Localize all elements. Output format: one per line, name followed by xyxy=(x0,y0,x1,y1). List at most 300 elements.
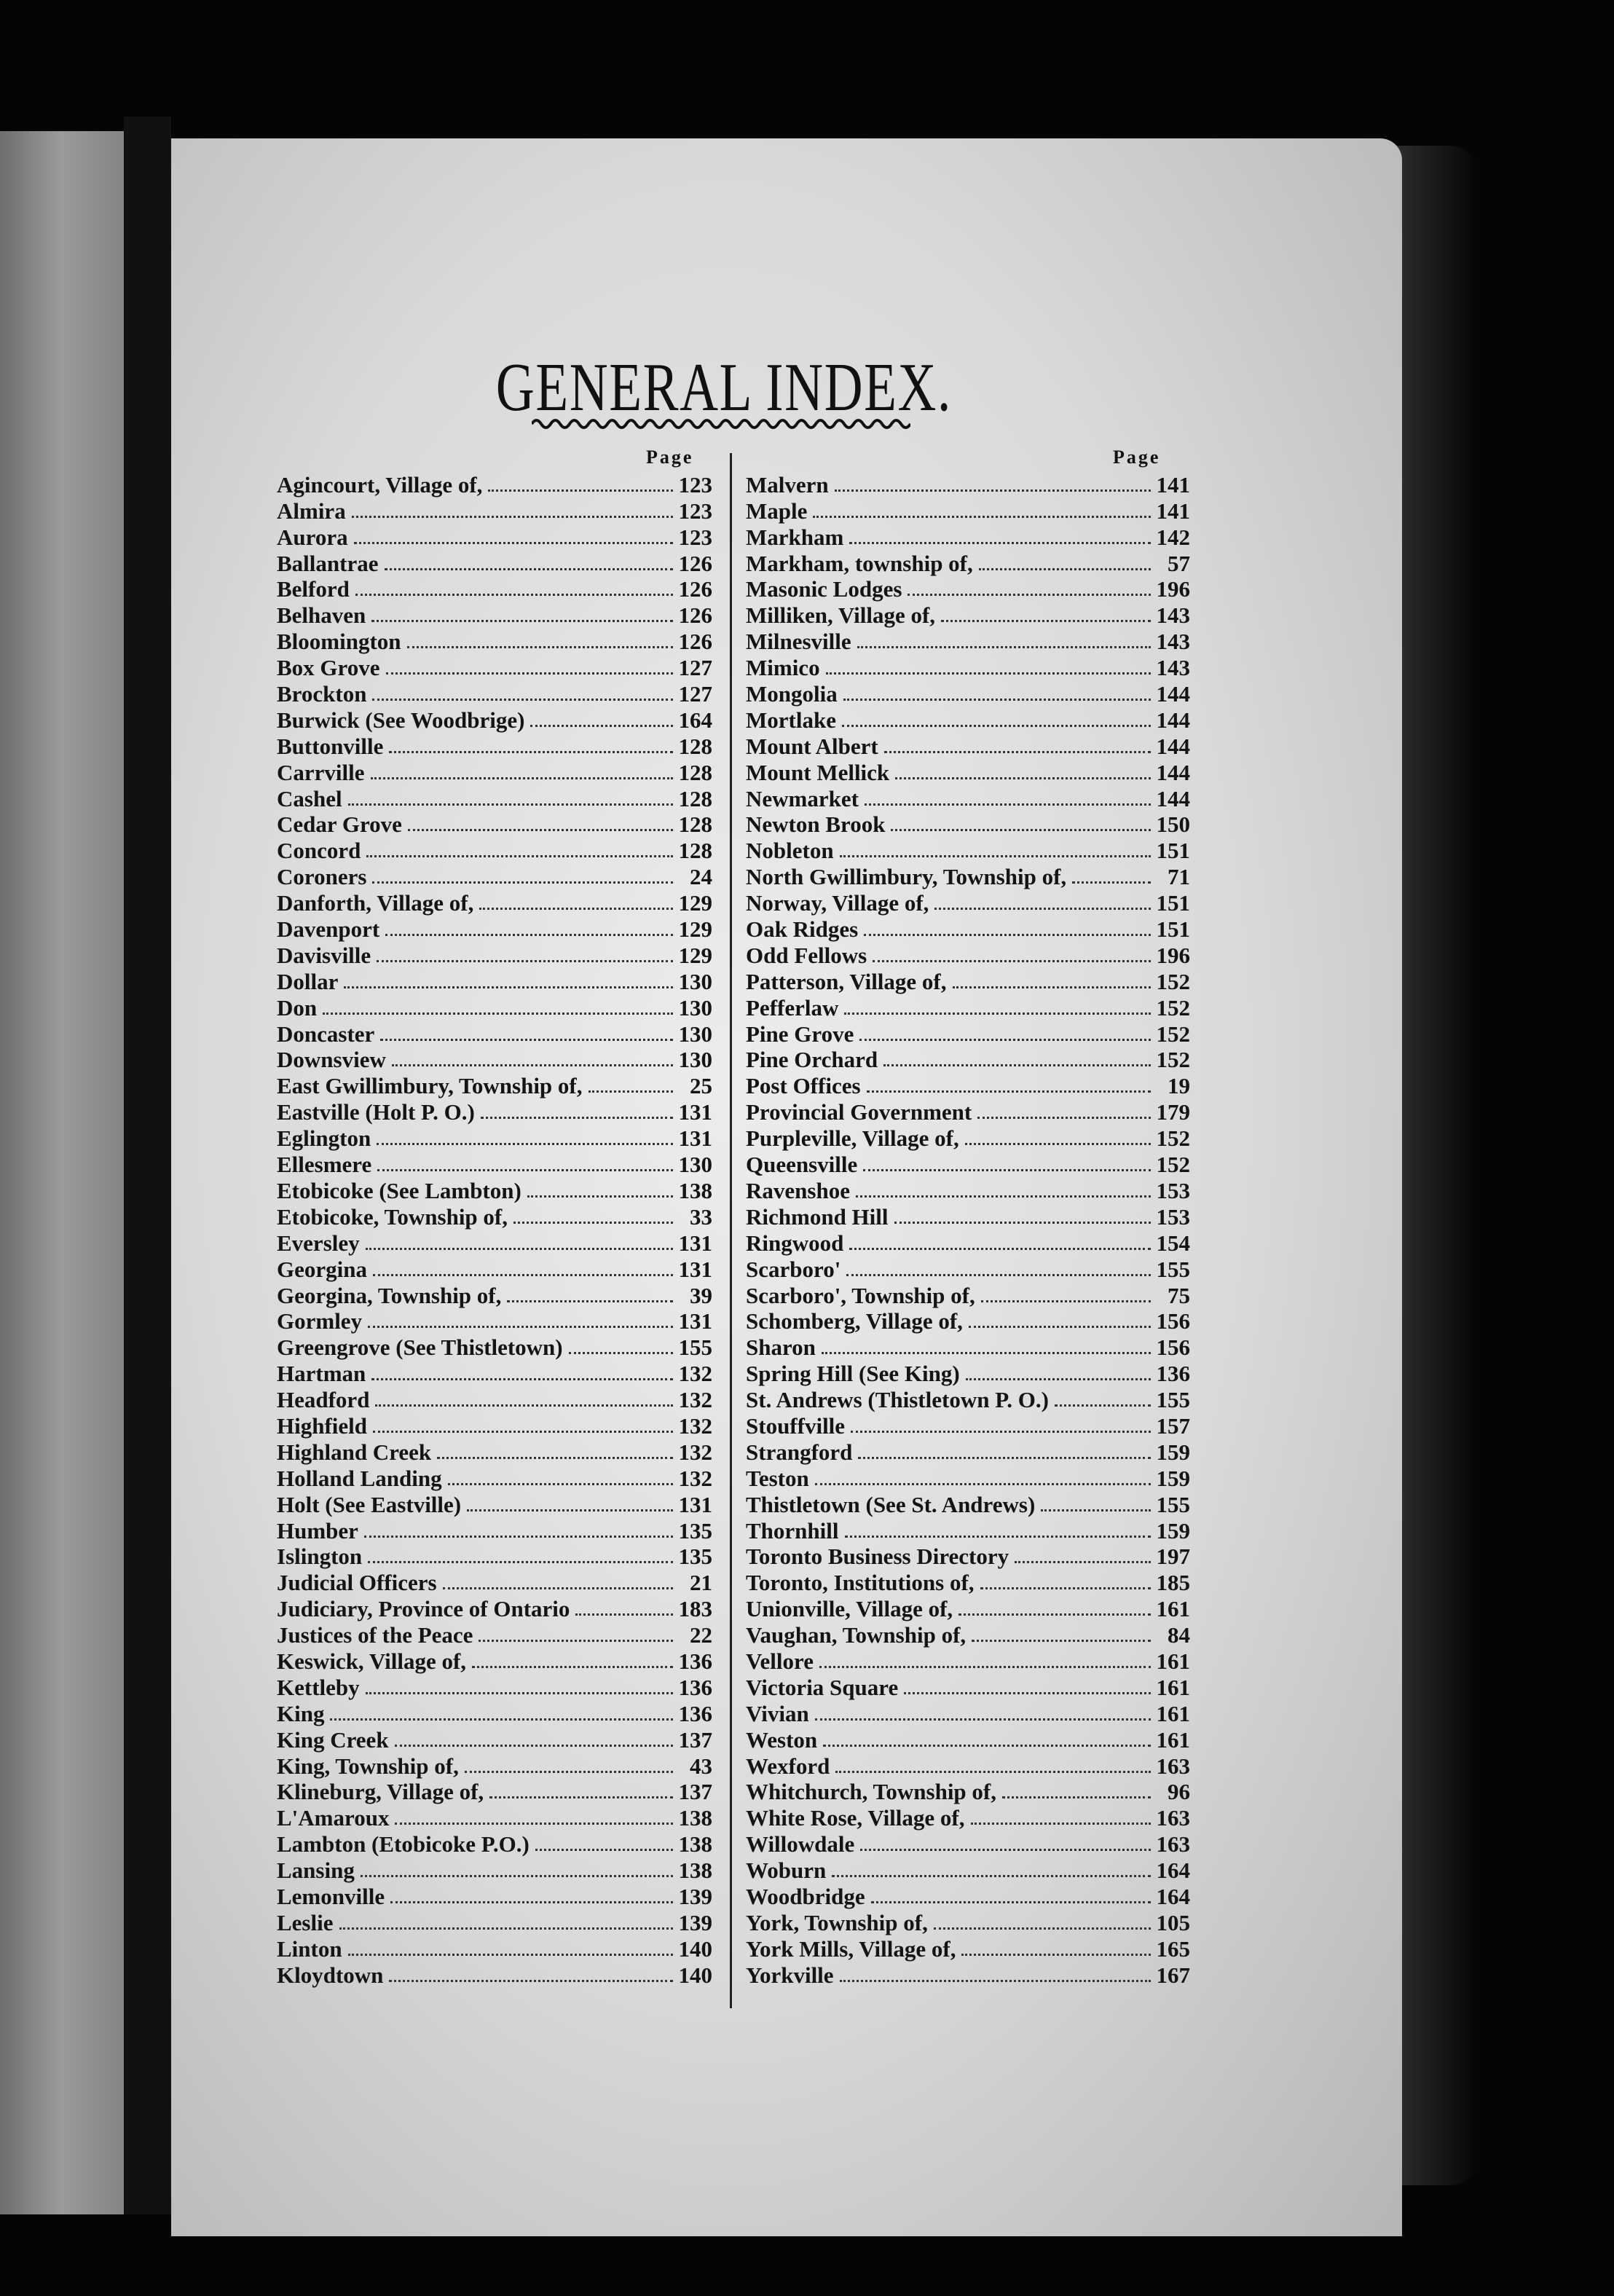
dot-leader xyxy=(472,1666,672,1668)
index-entry-name: Holt (See Eastville) xyxy=(277,1491,462,1517)
index-entry-name: Lemonville xyxy=(277,1883,385,1909)
index-entry xyxy=(277,629,712,655)
index-entry-name: Oak Ridges xyxy=(746,916,859,943)
dot-leader xyxy=(389,751,672,753)
index-entry-name: Spring Hill (See King) xyxy=(746,1361,960,1387)
index-entry-page: 75 xyxy=(1168,1282,1190,1308)
dot-leader xyxy=(588,1090,674,1093)
index-entry-page: 152 xyxy=(1156,968,1190,994)
index-entry-page: 131 xyxy=(678,1125,712,1152)
index-entry xyxy=(277,1675,712,1701)
dot-leader xyxy=(371,620,672,622)
index-entry-name: Linton xyxy=(277,1935,342,1962)
index-entry-page: 131 xyxy=(678,1491,712,1517)
index-entry-page: 139 xyxy=(678,1909,712,1935)
index-entry-name: Newton Brook xyxy=(746,811,886,838)
index-entry xyxy=(277,864,712,890)
index-entry-page: 123 xyxy=(678,471,712,498)
dot-leader xyxy=(390,1901,672,1903)
index-entry-name: Judicial Officers xyxy=(277,1570,437,1596)
index-entry-name: Thistletown (See St. Andrews) xyxy=(746,1491,1036,1517)
index-entry xyxy=(277,1570,712,1596)
index-entry-name: Bloomington xyxy=(277,629,401,655)
dot-leader xyxy=(395,1745,673,1747)
index-entry-name: Pefferlaw xyxy=(746,994,839,1021)
index-entry xyxy=(746,1361,1190,1387)
index-entry xyxy=(746,1257,1190,1283)
index-entry-page: 126 xyxy=(678,550,712,576)
index-entry-name: Burwick (See Woodbrige) xyxy=(277,707,525,733)
index-entry xyxy=(277,1727,712,1753)
index-entry-page: 163 xyxy=(1156,1805,1190,1831)
dot-leader xyxy=(840,1980,1151,1982)
dot-leader xyxy=(489,1796,672,1798)
index-entry-name: Queensville xyxy=(746,1152,858,1178)
dot-leader xyxy=(891,829,1150,831)
dot-leader xyxy=(437,1457,672,1459)
index-entry xyxy=(277,1230,712,1257)
dot-leader xyxy=(961,1954,1150,1956)
dot-leader xyxy=(969,1326,1151,1328)
index-entry-name: Don xyxy=(277,994,318,1021)
dot-leader xyxy=(380,1039,672,1041)
index-entry-name: Toronto Business Directory xyxy=(746,1544,1009,1570)
index-entry-name: Box Grove xyxy=(277,655,380,681)
index-entry-page: 140 xyxy=(678,1962,712,1988)
dot-leader xyxy=(364,1536,673,1538)
dot-leader xyxy=(371,1378,672,1380)
index-entry-name: Mimico xyxy=(746,655,820,681)
index-entry xyxy=(746,734,1190,760)
dot-leader xyxy=(883,1064,1150,1066)
index-entry xyxy=(746,1780,1190,1806)
index-entry-page: 24 xyxy=(690,864,712,890)
index-entry-name: Norway, Village of, xyxy=(746,890,929,916)
left-index-column xyxy=(277,472,712,1989)
index-entry-name: Lansing xyxy=(277,1857,355,1884)
index-entry-name: Georgina xyxy=(277,1256,367,1282)
index-entry xyxy=(277,1857,712,1884)
dot-leader xyxy=(977,1117,1150,1119)
index-entry xyxy=(746,1962,1190,1989)
dot-leader xyxy=(844,1013,1150,1015)
dot-leader xyxy=(858,1457,1150,1459)
index-entry-name: Schomberg, Village of, xyxy=(746,1308,963,1334)
index-entry-name: Davisville xyxy=(277,942,371,968)
index-entry-page: 19 xyxy=(1168,1073,1190,1099)
index-entry xyxy=(277,1073,712,1099)
dot-leader xyxy=(443,1587,673,1589)
index-entry-page: 155 xyxy=(678,1334,712,1361)
index-entry xyxy=(746,551,1190,577)
index-entry-name: Post Offices xyxy=(746,1073,861,1099)
index-entry xyxy=(277,1596,712,1622)
index-entry-name: King, Township of, xyxy=(277,1753,459,1779)
index-entry-name: Kloydtown xyxy=(277,1962,384,1988)
index-entry-page: 152 xyxy=(1156,994,1190,1021)
index-entry-name: Ravenshoe xyxy=(746,1177,850,1203)
dot-leader xyxy=(823,1745,1150,1747)
index-entry-page: 139 xyxy=(678,1883,712,1909)
dot-leader xyxy=(408,829,673,831)
index-entry-page: 159 xyxy=(1156,1465,1190,1491)
dot-leader xyxy=(479,1640,673,1642)
index-entry xyxy=(277,1334,712,1361)
index-entry-name: Islington xyxy=(277,1544,363,1570)
index-entry-name: Willowdale xyxy=(746,1831,855,1857)
index-entry-page: 167 xyxy=(1156,1962,1190,1988)
index-entry-name: Unionville, Village of, xyxy=(746,1596,953,1622)
index-entry-name: King xyxy=(277,1700,325,1726)
index-entry-page: 130 xyxy=(678,1152,712,1178)
index-entry xyxy=(746,864,1190,890)
dot-leader xyxy=(849,542,1150,544)
index-entry-page: 165 xyxy=(1156,1935,1190,1962)
dot-leader xyxy=(813,516,1150,518)
page-title: GENERAL INDEX. xyxy=(495,350,952,425)
index-entry-page: 128 xyxy=(678,811,712,838)
index-entry-name: Davenport xyxy=(277,916,380,943)
index-entry-page: 140 xyxy=(678,1935,712,1962)
index-entry xyxy=(746,1857,1190,1884)
index-entry-page: 105 xyxy=(1156,1909,1190,1935)
index-entry-page: 128 xyxy=(678,785,712,811)
index-entry-name: Scarboro', Township of, xyxy=(746,1282,975,1308)
index-entry xyxy=(746,1439,1190,1466)
index-entry-page: 130 xyxy=(678,1021,712,1047)
dot-leader xyxy=(822,1352,1151,1354)
index-entry xyxy=(277,1413,712,1439)
index-entry-name: Thornhill xyxy=(746,1517,839,1544)
index-entry-name: Markham xyxy=(746,524,844,550)
index-entry xyxy=(746,498,1190,524)
index-entry-name: Provincial Government xyxy=(746,1099,972,1125)
dot-leader xyxy=(448,1483,673,1485)
index-entry xyxy=(277,602,712,629)
index-entry-name: Belford xyxy=(277,576,350,602)
dot-leader xyxy=(965,1143,1151,1145)
index-entry-page: 132 xyxy=(678,1465,712,1491)
index-entry-page: 151 xyxy=(1156,916,1190,943)
dot-leader xyxy=(867,1090,1151,1093)
index-entry-name: Humber xyxy=(277,1517,358,1544)
index-entry-page: 152 xyxy=(1156,1047,1190,1073)
index-entry-name: St. Andrews (Thistletown P. O.) xyxy=(746,1387,1049,1413)
index-entry xyxy=(746,1387,1190,1413)
index-entry-name: Concord xyxy=(277,838,361,864)
dot-leader xyxy=(372,699,672,701)
index-entry-name: Carrville xyxy=(277,759,365,785)
index-entry-page: 159 xyxy=(1156,1517,1190,1544)
index-entry-name: Doncaster xyxy=(277,1021,375,1047)
index-entry-page: 183 xyxy=(678,1596,712,1622)
dot-leader xyxy=(871,1901,1151,1903)
index-entry xyxy=(746,629,1190,655)
index-entry xyxy=(746,969,1190,995)
index-entry xyxy=(746,1230,1190,1257)
index-entry xyxy=(277,916,712,943)
index-entry-page: 136 xyxy=(678,1700,712,1726)
index-entry-name: Mortlake xyxy=(746,707,836,733)
index-entry-name: Aurora xyxy=(277,524,348,550)
index-entry-name: Georgina, Township of, xyxy=(277,1282,502,1308)
index-entry-page: 127 xyxy=(678,655,712,681)
index-entry-page: 126 xyxy=(678,576,712,602)
dot-leader xyxy=(859,1039,1150,1041)
index-entry-page: 161 xyxy=(1156,1700,1190,1726)
dot-leader xyxy=(846,1274,1150,1276)
index-entry-name: Pine Orchard xyxy=(746,1047,878,1073)
dot-leader xyxy=(348,803,673,806)
index-entry xyxy=(746,1309,1190,1335)
index-entry-page: 131 xyxy=(678,1308,712,1334)
index-entry-page: 135 xyxy=(678,1517,712,1544)
book-gutter xyxy=(124,117,171,2214)
index-entry-page: 144 xyxy=(1156,707,1190,733)
index-entry-name: Gormley xyxy=(277,1308,363,1334)
index-entry-page: 123 xyxy=(678,524,712,550)
index-entry-name: L'Amaroux xyxy=(277,1805,390,1831)
index-entry xyxy=(746,1073,1190,1099)
index-entry xyxy=(746,1936,1190,1962)
index-entry-page: 151 xyxy=(1156,838,1190,864)
index-entry-page: 22 xyxy=(690,1622,712,1648)
index-entry-name: Maple xyxy=(746,498,808,524)
index-entry-page: 130 xyxy=(678,994,712,1021)
index-entry xyxy=(277,1910,712,1936)
dot-leader xyxy=(835,490,1151,492)
index-entry-name: Newmarket xyxy=(746,785,859,811)
dot-leader xyxy=(323,1013,672,1015)
dot-leader xyxy=(389,1980,672,1982)
dot-leader xyxy=(849,1248,1150,1250)
index-entry-name: Woburn xyxy=(746,1857,827,1884)
index-entry-page: 152 xyxy=(1156,1152,1190,1178)
index-entry xyxy=(277,1361,712,1387)
index-entry-page: 71 xyxy=(1168,864,1190,890)
index-entry-page: 150 xyxy=(1156,811,1190,838)
dot-leader xyxy=(330,1718,672,1721)
index-entry-name: Weston xyxy=(746,1726,818,1753)
index-entry-name: Etobicoke, Township of, xyxy=(277,1203,508,1230)
dot-leader xyxy=(535,1849,673,1851)
index-entry xyxy=(277,760,712,786)
index-entry-name: Coroners xyxy=(277,864,367,890)
index-entry-name: Patterson, Village of, xyxy=(746,968,947,994)
index-entry-name: Kettleby xyxy=(277,1674,360,1700)
index-entry xyxy=(746,1831,1190,1857)
index-entry xyxy=(277,551,712,577)
dot-leader xyxy=(979,568,1151,570)
index-entry xyxy=(746,1125,1190,1152)
index-entry-page: 179 xyxy=(1156,1099,1190,1125)
index-entry-name: Yorkville xyxy=(746,1962,834,1988)
index-entry xyxy=(746,472,1190,498)
dot-leader xyxy=(366,855,672,857)
index-entry-page: 132 xyxy=(678,1387,712,1413)
index-entry-page: 136 xyxy=(678,1674,712,1700)
index-entry-page: 25 xyxy=(690,1073,712,1099)
dot-leader xyxy=(352,516,673,518)
index-entry-name: Woodbridge xyxy=(746,1883,865,1909)
index-entry xyxy=(277,1047,712,1074)
dot-leader xyxy=(385,934,672,936)
index-entry-page: 128 xyxy=(678,838,712,864)
dot-leader xyxy=(1002,1796,1151,1798)
dot-leader xyxy=(375,1404,672,1407)
index-entry xyxy=(746,1701,1190,1727)
index-entry-page: 131 xyxy=(678,1099,712,1125)
index-entry-page: 127 xyxy=(678,681,712,707)
dot-leader xyxy=(856,1195,1151,1198)
dot-leader xyxy=(873,960,1150,962)
index-entry xyxy=(277,995,712,1021)
index-entry-name: Milliken, Village of, xyxy=(746,602,936,629)
index-entry xyxy=(746,1596,1190,1622)
dot-leader xyxy=(826,672,1151,675)
index-entry-page: 138 xyxy=(678,1857,712,1884)
index-entry-name: Eastville (Holt P. O.) xyxy=(277,1099,475,1125)
index-entry-page: 163 xyxy=(1156,1831,1190,1857)
dot-leader xyxy=(481,1117,673,1119)
index-entry xyxy=(277,1622,712,1648)
index-entry-name: White Rose, Village of, xyxy=(746,1805,965,1831)
dot-leader xyxy=(884,751,1151,753)
index-entry xyxy=(746,1466,1190,1492)
index-entry-name: Belhaven xyxy=(277,602,366,629)
index-entry xyxy=(277,786,712,812)
index-entry xyxy=(746,1518,1190,1544)
index-entry-name: Highland Creek xyxy=(277,1439,432,1465)
dot-leader xyxy=(569,1352,673,1354)
dot-leader xyxy=(366,1248,673,1250)
dot-leader xyxy=(845,1536,1151,1538)
index-entry xyxy=(277,838,712,864)
index-entry-name: Mongolia xyxy=(746,681,838,707)
index-entry-page: 154 xyxy=(1156,1230,1190,1256)
dot-leader xyxy=(527,1195,673,1198)
index-entry-name: Masonic Lodges xyxy=(746,576,902,602)
dot-leader xyxy=(981,1300,1151,1302)
index-entry-page: 161 xyxy=(1156,1648,1190,1674)
dot-leader xyxy=(941,620,1150,622)
index-entry-page: 132 xyxy=(678,1439,712,1465)
index-entry-page: 163 xyxy=(1156,1753,1190,1779)
index-entry-name: Vellore xyxy=(746,1648,814,1674)
index-entry-name: Leslie xyxy=(277,1909,334,1935)
index-entry-name: Klineburg, Village of, xyxy=(277,1779,484,1805)
index-entry-name: Toronto, Institutions of, xyxy=(746,1570,975,1596)
index-entry-name: Pine Grove xyxy=(746,1021,854,1047)
index-entry-page: 197 xyxy=(1156,1544,1190,1570)
index-entry-name: Etobicoke (See Lambton) xyxy=(277,1177,521,1203)
index-entry xyxy=(277,1518,712,1544)
index-entry xyxy=(746,1753,1190,1780)
index-entry-page: 132 xyxy=(678,1361,712,1387)
dot-leader xyxy=(467,1509,672,1511)
left-page-column-header: Page xyxy=(646,447,694,468)
index-entry xyxy=(746,1622,1190,1648)
index-entry xyxy=(746,524,1190,551)
dot-leader xyxy=(835,1771,1150,1773)
dot-leader xyxy=(815,1718,1151,1721)
index-entry xyxy=(277,524,712,551)
index-entry-name: Eglington xyxy=(277,1125,371,1152)
index-entry-name: Milnesville xyxy=(746,629,851,655)
dot-leader xyxy=(488,490,672,492)
index-entry xyxy=(277,1753,712,1780)
index-entry xyxy=(746,655,1190,681)
dot-leader xyxy=(904,1692,1150,1694)
index-entry xyxy=(277,1962,712,1989)
dot-leader xyxy=(377,1143,672,1145)
dot-leader xyxy=(339,1927,673,1930)
index-entry-page: 84 xyxy=(1168,1622,1190,1648)
index-entry-page: 164 xyxy=(1156,1883,1190,1909)
dot-leader xyxy=(368,1561,672,1563)
index-entry-name: Greengrove (See Thistletown) xyxy=(277,1334,563,1361)
dot-leader xyxy=(863,1169,1150,1171)
title-flourish xyxy=(532,414,910,434)
dot-leader xyxy=(348,1954,673,1956)
index-entry-page: 141 xyxy=(1156,498,1190,524)
index-entry xyxy=(746,786,1190,812)
index-entry-page: 138 xyxy=(678,1177,712,1203)
index-entry-name: Ringwood xyxy=(746,1230,844,1256)
dot-leader xyxy=(958,1613,1150,1616)
index-entry-page: 143 xyxy=(1156,602,1190,629)
index-entry-page: 21 xyxy=(690,1570,712,1596)
dot-leader xyxy=(530,725,672,727)
index-entry xyxy=(746,1047,1190,1074)
index-entry xyxy=(277,1178,712,1204)
dot-leader xyxy=(361,1875,673,1877)
index-entry xyxy=(277,1780,712,1806)
index-entry xyxy=(277,1805,712,1831)
index-entry-page: 123 xyxy=(678,498,712,524)
dot-leader xyxy=(1072,881,1151,884)
index-entry-name: Stouffville xyxy=(746,1412,846,1439)
dot-leader xyxy=(395,1823,672,1825)
dot-leader xyxy=(815,1483,1151,1485)
index-entry-page: 137 xyxy=(678,1779,712,1805)
index-entry xyxy=(746,1152,1190,1178)
index-entry xyxy=(746,1492,1190,1518)
dot-leader xyxy=(513,1222,673,1224)
index-entry xyxy=(746,1413,1190,1439)
index-entry-name: Downsview xyxy=(277,1047,386,1073)
index-entry xyxy=(746,1727,1190,1753)
index-entry xyxy=(746,1805,1190,1831)
dot-leader xyxy=(377,1169,672,1171)
index-entry-page: 144 xyxy=(1156,785,1190,811)
index-entry-page: 131 xyxy=(678,1230,712,1256)
index-entry-name: Danforth, Village of, xyxy=(277,890,474,916)
index-entry xyxy=(746,812,1190,838)
index-entry-name: Victoria Square xyxy=(746,1674,899,1700)
index-entry-name: Purpleville, Village of, xyxy=(746,1125,959,1152)
index-entry-page: 144 xyxy=(1156,759,1190,785)
dot-leader xyxy=(354,542,673,544)
index-entry-page: 126 xyxy=(678,602,712,629)
dot-leader xyxy=(857,646,1151,648)
index-entry xyxy=(277,1884,712,1910)
index-entry-name: Judiciary, Province of Ontario xyxy=(277,1596,570,1622)
index-entry xyxy=(746,1099,1190,1125)
index-entry-name: Agincourt, Village of, xyxy=(277,471,483,498)
index-entry xyxy=(746,681,1190,707)
dot-leader xyxy=(953,986,1151,988)
